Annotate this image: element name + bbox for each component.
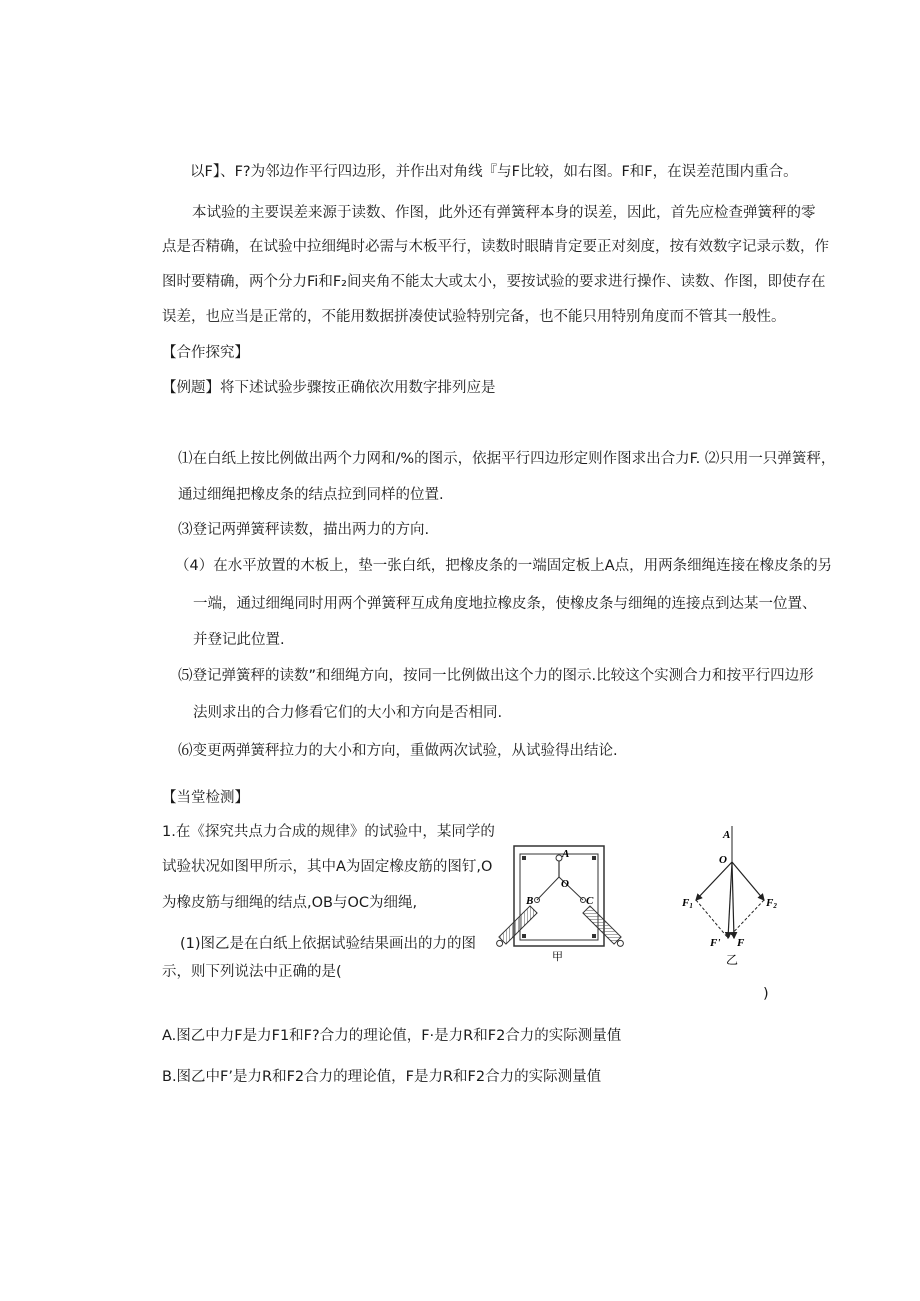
sub-question-line: (1)图乙是在白纸上依据试验结果画出的力的图 xyxy=(180,936,477,952)
example-prompt: 【例题】将下述试验步骤按正确依次用数字排列应是 xyxy=(162,380,496,396)
label-c: C xyxy=(586,895,594,907)
label-f-prime: F' xyxy=(710,937,721,949)
error-paragraph-line: 图时要精确，两个分力Fi和F₂间夹角不能太大或太小，要按试验的要求进行操作、读数、作图，即使存在 xyxy=(162,274,826,290)
answer-close-paren: ) xyxy=(763,986,769,1002)
step-line: ⑴在白纸上按比例做出两个力网和/%的图示，依据平行四边形定则作图求出合力F. ⑵只用一只弹簧秤， xyxy=(178,451,836,467)
step-line: ⑸登记弹簧秤的读数”和细绳方向，按同一比例做出这个力的图示.比较这个实测合力和按平行四边形 xyxy=(178,668,814,684)
step-line: 一端，通过细绳同时用两个弹簧秤互成角度地拉橡皮条，使橡皮条与细绳的连接点到达某一位置、 xyxy=(193,596,817,612)
step-line: 法则求出的合力修看它们的大小和方向是否相同. xyxy=(193,705,503,721)
question-line: 试验状况如图甲所示，其中A为固定橡皮筋的图钉,O xyxy=(162,859,493,875)
section-heading-cooperative: 【合作探究】 xyxy=(162,345,249,361)
step-line: 通过细绳把橡皮条的结点拉到同样的位置. xyxy=(178,487,444,503)
figure-jia-label: 甲 xyxy=(552,951,563,963)
label-o: O xyxy=(561,878,569,890)
label-f: F xyxy=(737,937,745,949)
label-a: A xyxy=(723,829,731,841)
option-b: B.图乙中F’是力R和F2合力的理论值，F是力R和F2合力的实际测量值 xyxy=(162,1069,602,1085)
sub-question-line: 示，则下列说法中正确的是( xyxy=(162,964,342,980)
vector-f-prime xyxy=(728,862,732,938)
parallelogram-side xyxy=(696,900,728,938)
label-o: O xyxy=(719,854,727,866)
section-heading-check: 【当堂检测】 xyxy=(162,790,249,806)
strings xyxy=(535,877,586,903)
step-line: （4）在水平放置的木板上，垫一张白纸，把橡皮条的一端固定板上A点，用两条细绳连接在橡皮条的另 xyxy=(175,558,833,574)
option-a: A.图乙中力F是力F1和F?合力的理论值，F·是力R和F2合力的实际测量值 xyxy=(162,1028,622,1044)
step-line: ⑹变更两弹簧秤拉力的大小和方向，重做两次试验，从试验得出结论. xyxy=(178,743,618,759)
spring-scale-left xyxy=(494,906,537,949)
vector-f1 xyxy=(696,862,732,900)
error-paragraph-line: 误差，也应当是正常的，不能用数据拼凑使试验特别完备，也不能只用特别角度而不管其一般性。 xyxy=(162,309,786,325)
label-a: A xyxy=(562,848,570,860)
vector-f xyxy=(732,862,734,938)
figure-yi-label: 乙 xyxy=(726,953,739,967)
step-line: 并登记此位置. xyxy=(193,632,285,648)
question-line: 为橡皮筋与细绳的结点,OB与OC为细绳, xyxy=(162,895,418,911)
figure-jia xyxy=(490,840,630,965)
intro-line: 以F】、F?为邻边作平行四边形，并作出对角线『与F比较，如右图。F和F，在误差范围内重合。 xyxy=(190,164,798,180)
label-b: B xyxy=(526,895,534,907)
error-paragraph-line: 点是否精确，在试验中拉细绳时必需与木板平行，读数时眼睛肯定要正对刻度，按有效数字记录示数，作 xyxy=(162,239,829,255)
label-f2: F2 xyxy=(766,897,777,910)
step-line: ⑶登记两弹簧秤读数，描出两力的方向. xyxy=(178,522,430,538)
vector-f2 xyxy=(732,862,764,900)
error-paragraph-line: 本试验的主要误差来源于读数、作图，此外还有弹簧秤本身的误差，因此，首先应检查弹簧秤的零 xyxy=(192,205,816,221)
label-f1: F1 xyxy=(682,897,693,910)
question-line: 1.在《探究共点力合成的规律》的试验中，某同学的 xyxy=(162,824,495,840)
figure-yi xyxy=(676,820,786,970)
